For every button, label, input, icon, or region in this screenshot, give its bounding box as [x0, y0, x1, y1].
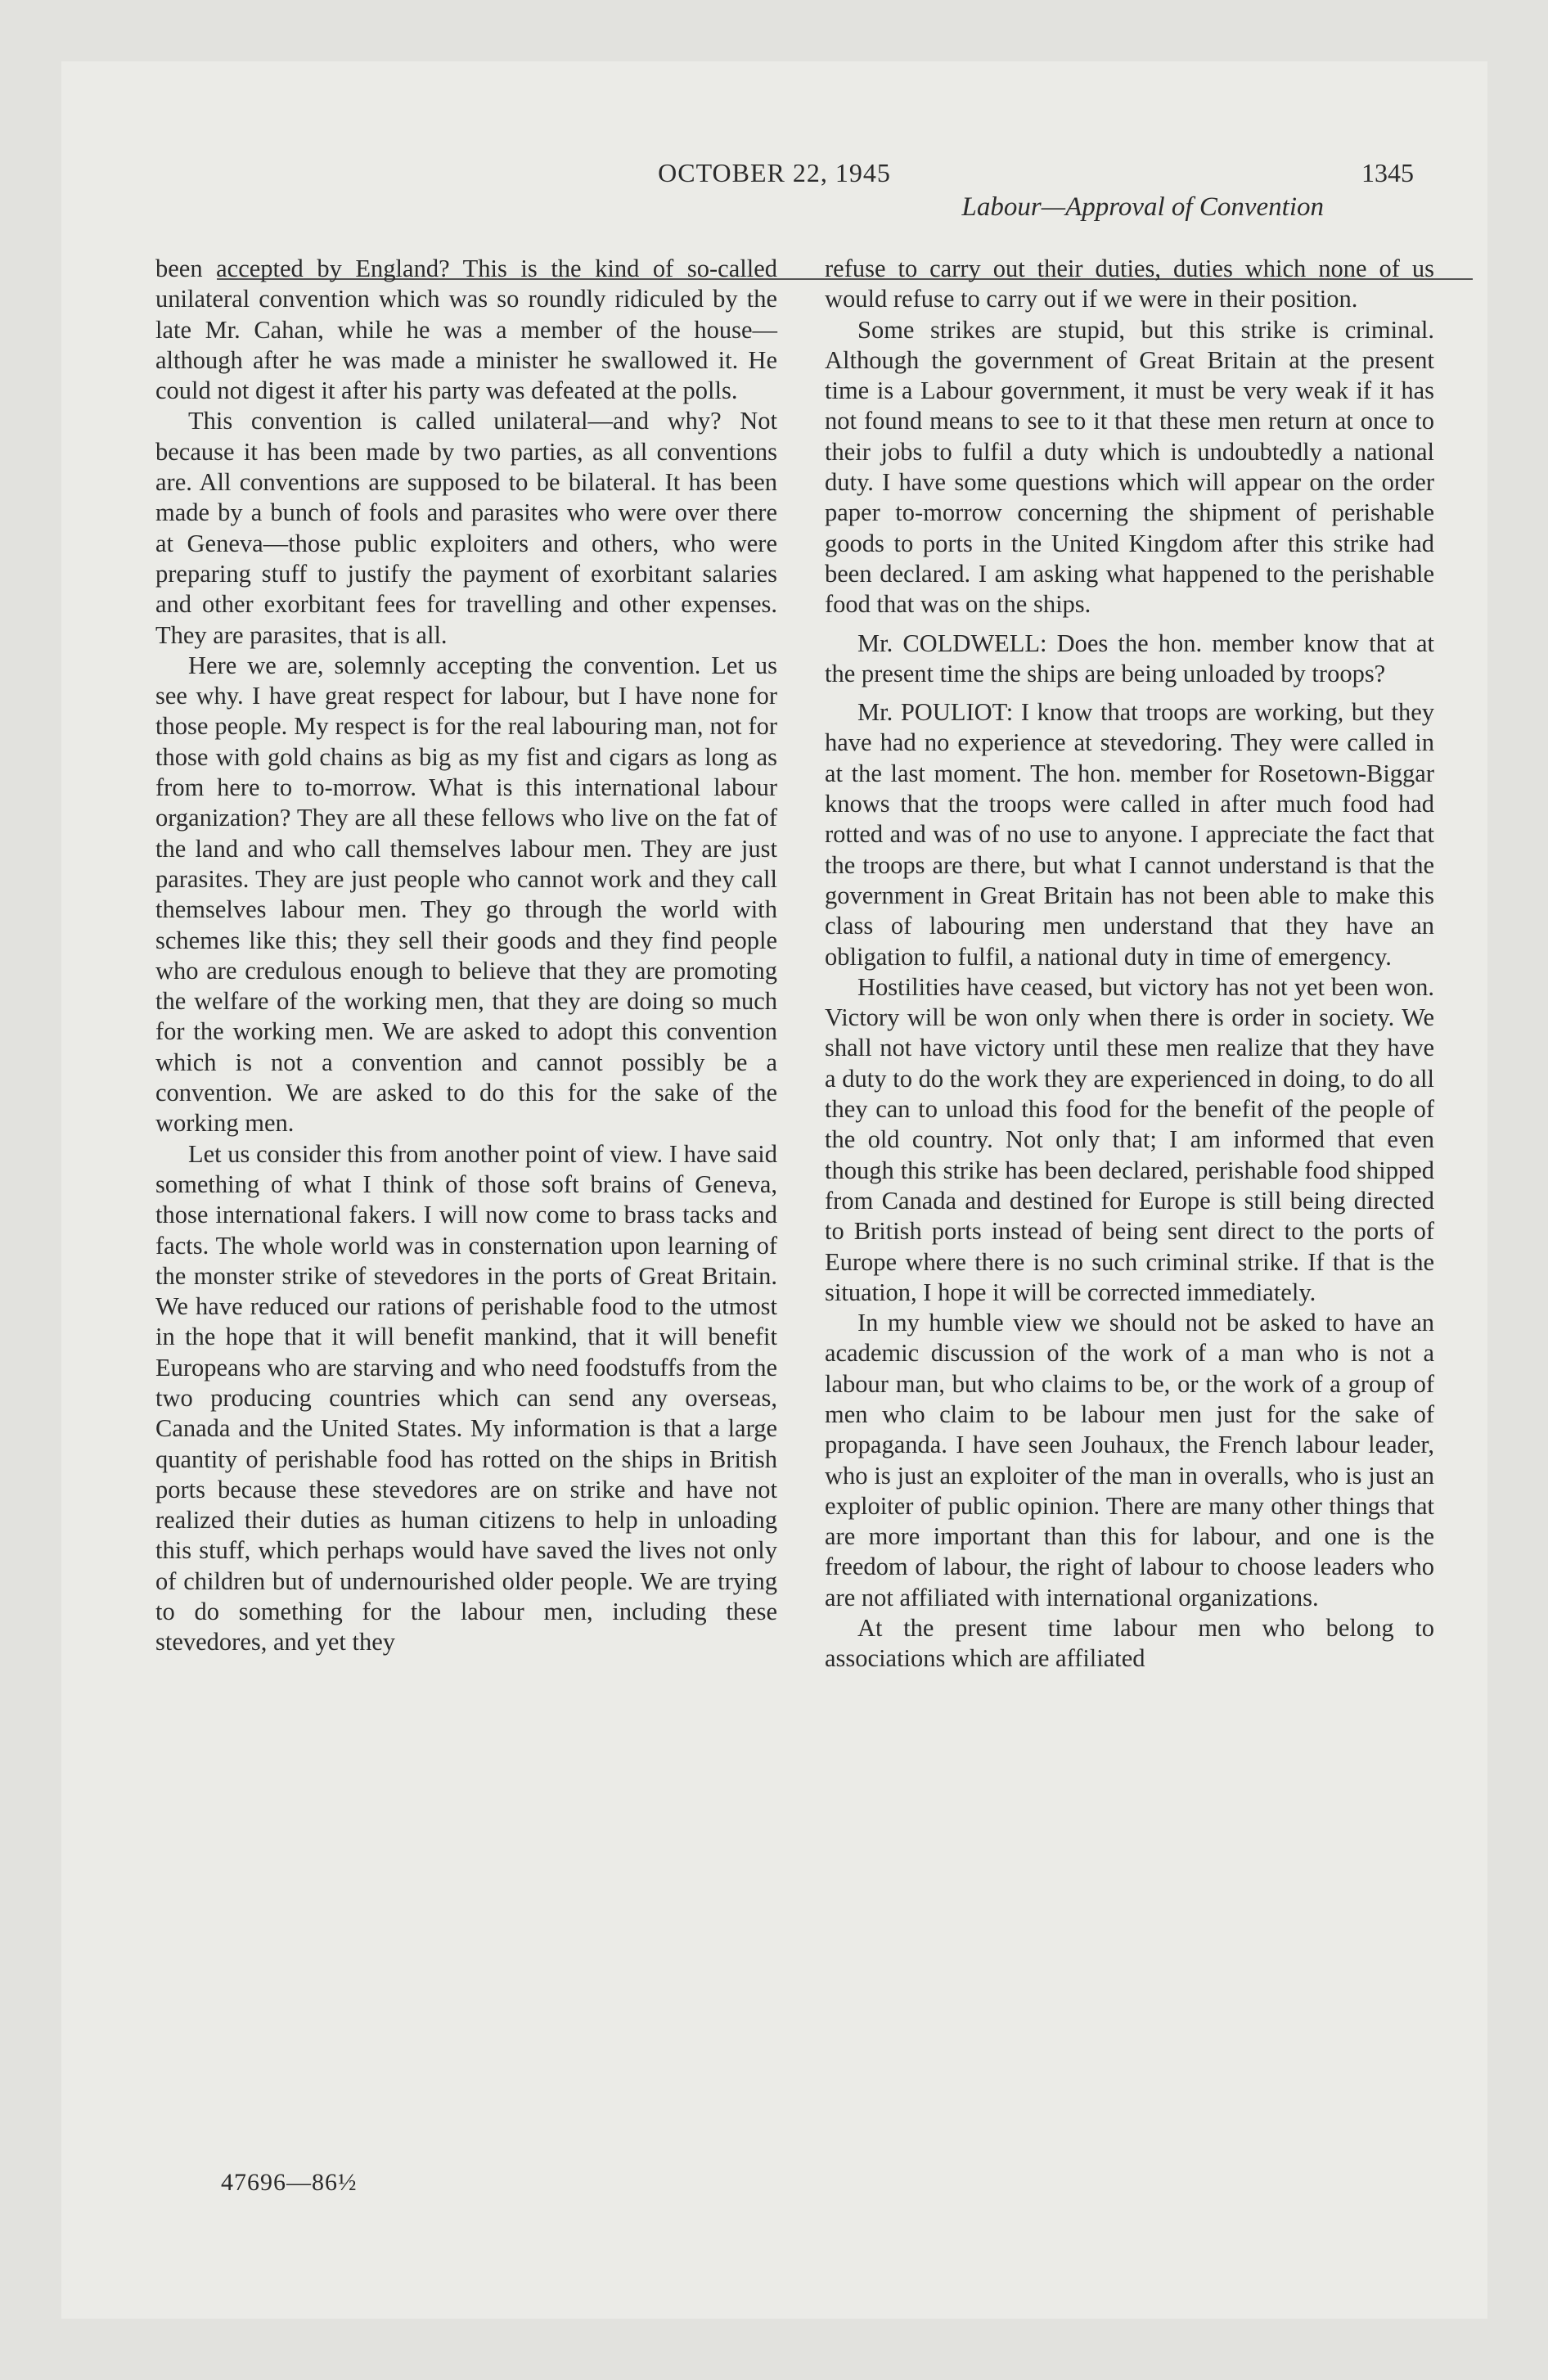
- header-date: OCTOBER 22, 1945: [658, 158, 891, 187]
- left-column: [155, 254, 777, 1658]
- paragraph: Let us consider this from another point of view. I have said something of what I think of those soft brains of Geneva, those international fakers. I will now come to brass tacks and facts. The whole world was in consternation upon learning of the monster strike of stevedores in the ports of Great Britain. We have reduced our rations of perishable food to the utmost in the hope that it will benefit mankind, that it will benefit Europeans who are starving and who need foodstuffs from the two producing countries which can send any overseas, Canada and the United States. My information is that a large quantity of perishable food has rotted on the ships in British ports because these stevedores are on strike and have not realized their duties as human citizens to help in unloading this stuff, which perhaps would have saved the lives not only of children but of undernourished older people. We are trying to do something for the labour men, including these stevedores, and yet they: [155, 1139, 777, 1657]
- speaker-paragraph: Mr. COLDWELL: Does the hon. member know that at the present time the ships are being unloaded by troops?: [825, 629, 1434, 687]
- paragraph: Here we are, solemnly accepting the convention. Let us see why. I have great respect for labour, but I have none for those people. My respect is for the real labouring man, not for those with gold chains as big as my fist and cigars as long as from here to to-morrow. What is this international labour organization? They are all these fellows who live on the fat of the land and who call themselves labour men. They are just parasites. They are just people who cannot work and they call themselves labour men. They go through the world with schemes like this; they sell their goods and they find people who are credulous enough to believe that they are promoting the welfare of the working men, that they are doing so much for the working men. We are asked to adopt this convention which is not a convention and cannot possibly be a convention. We are asked to do this for the sake of the working men.: [155, 651, 777, 1138]
- paragraph: Some strikes are stupid, but this strike is criminal. Although the government of Great Britain at the present time is a Labour government, it must be very weak if it has not found means to see to it that these men return at once to their jobs to fulfil a duty which is undoubtedly a national duty. I have some questions which will appear on the order paper to-morrow concerning the shipment of perishable goods to ports in the United Kingdom after this strike had been declared. I am asking what happened to the perishable food that was on the ships.: [825, 315, 1434, 619]
- paragraph: In my humble view we should not be asked to have an academic discussion of the work of a man who is not a labour man, but who claims to be, or the work of a group of men who claim to be labour men just for the sake of propaganda. I have seen Jouhaux, the French labour leader, who is just an exploiter of the man in overalls, who is just an exploiter of public opinion. There are many other things that are more important than this for labour, and one is the freedom of labour, the right of labour to choose leaders who are not affiliated with international organizations.: [825, 1309, 1434, 1611]
- paragraph: refuse to carry out their duties, duties which none of us would refuse to carry out if we were in their position.: [825, 255, 1434, 313]
- paragraph: been accepted by England? This is the kind of so-called unilateral convention which was so roundly ridiculed by the late Mr. Cahan, while he was a member of the house—although after he was made a minister he swallowed it. He could not digest it after his party was defeated at the polls.: [155, 255, 777, 405]
- paragraph: Hostilities have ceased, but victory has not yet been won. Victory will be won only when there is order in society. We shall not have victory until these men realize that they have a duty to do the work they are experienced in doing, to do all they can to unload this food for the benefit of the people of the old country. Not only that; I am informed that even though this strike has been declared, perishable food shipped from Canada and destined for Europe is still being directed to British ports instead of being sent direct to the ports of Europe where there is no such criminal strike. If that is the situation, I hope it will be corrected immediately.: [825, 972, 1434, 1306]
- page-number: 1345: [1361, 158, 1414, 187]
- print-code: 47696—86½: [221, 2169, 358, 2196]
- right-column: [825, 254, 1434, 1675]
- paragraph: At the present time labour men who belong to associations which are affiliated: [825, 1614, 1434, 1673]
- paragraph: This convention is called unilateral—and why? Not because it has been made by two parties, as all conventions are. All conventions are supposed to be bilateral. It has been made by a bunch of fools and parasites who were over there at Geneva—those public exploiters and others, who were preparing stuff to justify the payment of exorbitant salaries and other exorbitant fees for travelling and other expenses. They are parasites, that is all.: [155, 407, 777, 649]
- page-header: [61, 158, 1487, 232]
- speaker-paragraph: Mr. POULIOT: I know that troops are working, but they have had no experience at stevedoring. They were called in at the last moment. The hon. member for Rosetown-Biggar knows that the troops were called in after much food had rotted and was of no use to anyone. I appreciate the fact that the troops are there, but what I cannot understand is that the government in Great Britain has not been able to make this class of labouring men understand that they have an obligation to fulfil, a national duty in time of emergency.: [825, 698, 1434, 971]
- header-subject: Labour—Approval of Convention: [961, 192, 1324, 222]
